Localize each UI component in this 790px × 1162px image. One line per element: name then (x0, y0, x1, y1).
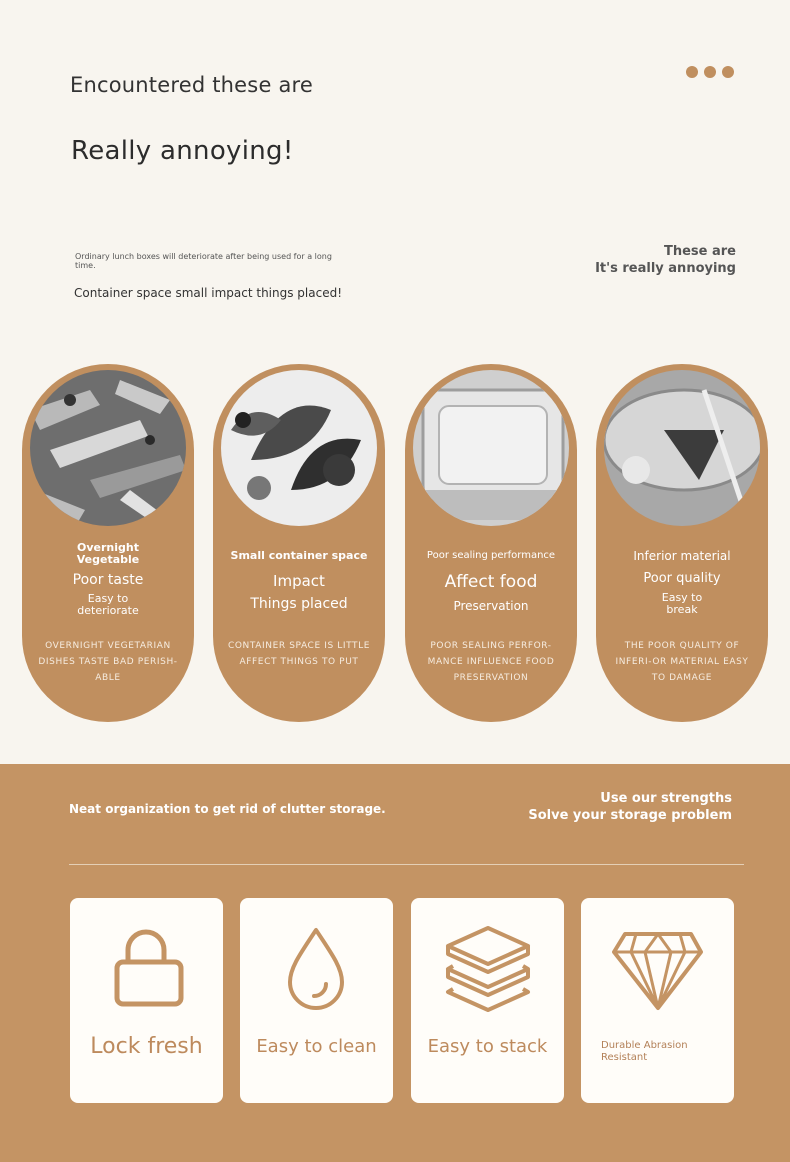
problem-description: OVERNIGHT VEGETARIAN DISHES TASTE BAD PERISH-ABLE (38, 641, 178, 683)
feature-label: Easy to clean (256, 1036, 377, 1057)
lock-icon (70, 922, 223, 1012)
problem-line3: Easy to deteriorate (77, 592, 139, 617)
right-note-line2: It's really annoying (595, 261, 736, 276)
plastic-container-photo (413, 370, 569, 526)
dot-icon (722, 66, 734, 78)
vegetables-photo (30, 370, 186, 526)
problem-card-material (596, 364, 768, 722)
more-dots (686, 66, 734, 78)
problem-description: THE POOR QUALITY OF INFERI-OR MATERIAL EASY TO DAMAGE (615, 641, 749, 683)
feature-label: Durable Abrasion Resistant (601, 1040, 688, 1063)
dot-icon (704, 66, 716, 78)
plastic-bowl-photo (604, 370, 760, 526)
problem-line3: Preservation (453, 599, 529, 613)
divider (69, 864, 744, 865)
problem-line2: Poor taste (72, 572, 144, 588)
water-drop-icon (240, 922, 393, 1012)
problem-card-vegetable (22, 364, 194, 722)
strengths-section (0, 764, 790, 1162)
problem-card-space (213, 364, 385, 722)
note-small: Ordinary lunch boxes will deteriorate after being used for a long time. (75, 252, 332, 270)
problem-line1: Inferior material (633, 549, 731, 563)
problem-line1: Overnight Vegetable (76, 541, 140, 566)
feature-card-easy-clean (240, 898, 393, 1103)
strengths-heading (528, 790, 732, 824)
feature-label: Easy to stack (427, 1036, 548, 1057)
problem-line3: Easy to break (661, 591, 703, 616)
problem-card-sealing (405, 364, 577, 722)
problem-description: POOR SEALING PERFOR-MANCE INFLUENCE FOOD PRESERVATION (427, 641, 555, 683)
problem-line2: Poor quality (643, 571, 721, 586)
stack-layers-icon (411, 922, 564, 1012)
headline-line1: Encountered these are (70, 73, 314, 97)
right-note (595, 243, 736, 277)
feature-label: Lock fresh (90, 1034, 203, 1059)
strengths-tagline: Neat organization to get rid of clutter storage. (69, 802, 386, 816)
headline-line2: Really annoying! (71, 136, 294, 166)
note-main: Container space small impact things placed! (74, 286, 343, 300)
problem-line2: Impact (273, 572, 325, 590)
problem-line2: Affect food (444, 572, 538, 592)
problem-line3: Things placed (250, 596, 348, 612)
strengths-heading-line2: Solve your storage problem (528, 808, 732, 823)
right-note-line1: These are (663, 244, 736, 259)
problem-line1: Poor sealing performance (426, 550, 556, 561)
feature-card-lock-fresh (70, 898, 223, 1103)
problem-line1: Small container space (230, 549, 368, 562)
leafy-greens-photo (221, 370, 377, 526)
dot-icon (686, 66, 698, 78)
diamond-icon (581, 922, 734, 1012)
feature-card-easy-stack (411, 898, 564, 1103)
problem-description: CONTAINER SPACE IS LITTLE AFFECT THINGS TO PUT (227, 641, 371, 667)
strengths-heading-line1: Use our strengths (600, 791, 732, 806)
feature-card-durable (581, 898, 734, 1103)
